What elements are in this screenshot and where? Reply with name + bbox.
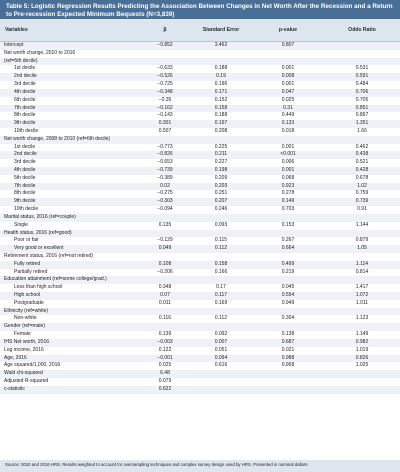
table-row bbox=[0, 308, 400, 316]
cell-p-value: 0.968 bbox=[252, 362, 324, 370]
table-row bbox=[0, 378, 400, 386]
cell-p-value bbox=[252, 276, 324, 284]
cell-odds-ratio: 1.144 bbox=[324, 222, 400, 230]
cell-odds-ratio bbox=[324, 323, 400, 331]
cell-standard-error: 0.246 bbox=[190, 206, 252, 214]
cell-odds-ratio: 0.91 bbox=[324, 206, 400, 214]
cell-p-value bbox=[252, 386, 324, 394]
cell-standard-error: 0.251 bbox=[190, 190, 252, 198]
cell-variable: 9th decile bbox=[0, 120, 140, 128]
cell-standard-error bbox=[190, 136, 252, 144]
cell-odds-ratio: 0.484 bbox=[324, 81, 400, 89]
cell-beta: −0.206 bbox=[140, 269, 190, 277]
cell-beta: −0.001 bbox=[140, 355, 190, 363]
cell-p-value: 0.449 bbox=[252, 112, 324, 120]
header-row bbox=[0, 19, 400, 42]
cell-variable: 7th decile bbox=[0, 105, 140, 113]
cell-standard-error: 0.211 bbox=[190, 151, 252, 159]
cell-p-value: 0.304 bbox=[252, 315, 324, 323]
cell-beta: −0.348 bbox=[140, 89, 190, 97]
cell-standard-error bbox=[190, 214, 252, 222]
table-row bbox=[0, 284, 400, 292]
cell-p-value bbox=[252, 214, 324, 222]
cell-odds-ratio: 0.706 bbox=[324, 89, 400, 97]
table-row bbox=[0, 120, 400, 128]
cell-p-value bbox=[252, 253, 324, 261]
cell-variable: Net worth change, 2010 to 2016 bbox=[0, 50, 140, 58]
table-row bbox=[0, 237, 400, 245]
cell-variable: Postgraduate bbox=[0, 300, 140, 308]
cell-p-value: 0.664 bbox=[252, 245, 324, 253]
regression-table bbox=[0, 19, 400, 394]
cell-variable: 9th decile bbox=[0, 198, 140, 206]
table-row bbox=[0, 253, 400, 261]
cell-standard-error: 0.616 bbox=[190, 362, 252, 370]
table-row bbox=[0, 315, 400, 323]
cell-standard-error: 0.093 bbox=[190, 222, 252, 230]
cell-standard-error: 0.227 bbox=[190, 159, 252, 167]
cell-odds-ratio: 0.867 bbox=[324, 112, 400, 120]
cell-standard-error: 0.112 bbox=[190, 315, 252, 323]
cell-odds-ratio: 0.678 bbox=[324, 175, 400, 183]
cell-variable: Retirement status, 2016 (ref=not retired) bbox=[0, 253, 140, 261]
cell-p-value: 0.687 bbox=[252, 339, 324, 347]
cell-beta: −0.389 bbox=[140, 175, 190, 183]
cell-beta bbox=[140, 230, 190, 238]
cell-beta: −0.852 bbox=[140, 42, 190, 50]
cell-standard-error bbox=[190, 276, 252, 284]
cell-variable: Education attainment (ref=some college/grad.) bbox=[0, 276, 140, 284]
cell-odds-ratio: 0.814 bbox=[324, 269, 400, 277]
cell-variable: Health status, 2016 (ref=good) bbox=[0, 230, 140, 238]
cell-variable: Wald chi-squared bbox=[0, 370, 140, 378]
cell-standard-error: 0.092 bbox=[190, 331, 252, 339]
table-row bbox=[0, 370, 400, 378]
cell-beta: 0.079 bbox=[140, 378, 190, 386]
table-row bbox=[0, 42, 400, 50]
table-row bbox=[0, 151, 400, 159]
cell-variable: Intercept bbox=[0, 42, 140, 50]
cell-variable: Very good or excellent bbox=[0, 245, 140, 253]
cell-standard-error: 0.207 bbox=[190, 198, 252, 206]
cell-odds-ratio: 1.025 bbox=[324, 362, 400, 370]
cell-beta: −0.275 bbox=[140, 190, 190, 198]
table-row bbox=[0, 190, 400, 198]
table-caption: Logistic Regression Results Predicting the Association Between Changes in Net Worth After the Recession and a Return to Pre-recession Expected Minimum Bequests (N=3,839) bbox=[6, 3, 393, 18]
table-row bbox=[0, 89, 400, 97]
cell-p-value: 0.001 bbox=[252, 167, 324, 175]
cell-odds-ratio: 1.123 bbox=[324, 315, 400, 323]
cell-standard-error bbox=[190, 230, 252, 238]
cell-variable: 7th decile bbox=[0, 183, 140, 191]
cell-odds-ratio: 0.826 bbox=[324, 355, 400, 363]
cell-p-value bbox=[252, 378, 324, 386]
cell-beta: 0.02 bbox=[140, 183, 190, 191]
cell-standard-error bbox=[190, 58, 252, 66]
cell-odds-ratio: 0.462 bbox=[324, 144, 400, 152]
cell-odds-ratio: 1.02 bbox=[324, 183, 400, 191]
cell-p-value: 0.001 bbox=[252, 81, 324, 89]
table-row bbox=[0, 339, 400, 347]
cell-standard-error: 0.188 bbox=[190, 65, 252, 73]
cell-beta bbox=[140, 58, 190, 66]
cell-p-value: 0.001 bbox=[252, 144, 324, 152]
cell-standard-error: 0.196 bbox=[190, 81, 252, 89]
cell-beta: 0.301 bbox=[140, 120, 190, 128]
cell-beta: −0.653 bbox=[140, 159, 190, 167]
table-title bbox=[0, 0, 400, 19]
cell-odds-ratio: 1.149 bbox=[324, 331, 400, 339]
cell-odds-ratio bbox=[324, 50, 400, 58]
cell-p-value: 0.499 bbox=[252, 261, 324, 269]
cell-variable: Adjusted R-squared bbox=[0, 378, 140, 386]
cell-odds-ratio: 0.879 bbox=[324, 237, 400, 245]
cell-standard-error: 0.225 bbox=[190, 144, 252, 152]
cell-odds-ratio: 1.417 bbox=[324, 284, 400, 292]
header-odds-ratio: Odds Ratio bbox=[324, 19, 400, 42]
table-row bbox=[0, 347, 400, 355]
cell-beta bbox=[140, 214, 190, 222]
cell-odds-ratio: 0.438 bbox=[324, 151, 400, 159]
cell-variable: Single bbox=[0, 222, 140, 230]
cell-standard-error bbox=[190, 378, 252, 386]
source-note: Source: 2010 and 2016 HRS. Results weighted to account for oversampling techniques and complex survey design used by HRS. Presented in nominal dollars. bbox=[0, 460, 400, 472]
cell-variable: Non-white bbox=[0, 315, 140, 323]
cell-beta: 0.348 bbox=[140, 284, 190, 292]
cell-variable: 8th decile bbox=[0, 190, 140, 198]
cell-variable: 6th decile bbox=[0, 97, 140, 105]
cell-beta: 0.049 bbox=[140, 245, 190, 253]
table-row bbox=[0, 276, 400, 284]
cell-beta: 0.07 bbox=[140, 292, 190, 300]
header-standard-error: Standard Error bbox=[190, 19, 252, 42]
cell-odds-ratio: 0.591 bbox=[324, 73, 400, 81]
cell-beta bbox=[140, 308, 190, 316]
table-row bbox=[0, 331, 400, 339]
cell-variable: 2nd decile bbox=[0, 151, 140, 159]
table-row bbox=[0, 230, 400, 238]
cell-odds-ratio bbox=[324, 370, 400, 378]
cell-p-value: 0.949 bbox=[252, 300, 324, 308]
table-row bbox=[0, 245, 400, 253]
cell-odds-ratio bbox=[324, 276, 400, 284]
cell-beta: 0.622 bbox=[140, 386, 190, 394]
cell-standard-error: 0.197 bbox=[190, 120, 252, 128]
cell-odds-ratio bbox=[324, 214, 400, 222]
cell-p-value bbox=[252, 370, 324, 378]
cell-standard-error: 0.17 bbox=[190, 284, 252, 292]
table-row bbox=[0, 323, 400, 331]
cell-variable: Less than high school bbox=[0, 284, 140, 292]
cell-variable: Ethnicity (ref=white) bbox=[0, 308, 140, 316]
table-row bbox=[0, 300, 400, 308]
cell-variable: Age squared/1,000, 2016 bbox=[0, 362, 140, 370]
table-row bbox=[0, 222, 400, 230]
cell-beta: 6.48 bbox=[140, 370, 190, 378]
cell-standard-error: 0.117 bbox=[190, 292, 252, 300]
cell-standard-error: 0.094 bbox=[190, 355, 252, 363]
table-row bbox=[0, 128, 400, 136]
cell-beta: −0.526 bbox=[140, 73, 190, 81]
cell-variable: Female bbox=[0, 331, 140, 339]
cell-p-value: 0.267 bbox=[252, 237, 324, 245]
cell-variable: 10th decile bbox=[0, 206, 140, 214]
table-row bbox=[0, 198, 400, 206]
cell-standard-error: 0.152 bbox=[190, 97, 252, 105]
cell-standard-error: 0.169 bbox=[190, 300, 252, 308]
cell-beta: −0.773 bbox=[140, 144, 190, 152]
cell-beta: −0.35 bbox=[140, 97, 190, 105]
cell-beta: 0.011 bbox=[140, 300, 190, 308]
cell-variable: 3rd decile bbox=[0, 159, 140, 167]
cell-odds-ratio bbox=[324, 386, 400, 394]
cell-variable: Log income, 2016 bbox=[0, 347, 140, 355]
cell-standard-error: 0.158 bbox=[190, 105, 252, 113]
cell-variable: Gender (ref=male) bbox=[0, 323, 140, 331]
table-row bbox=[0, 206, 400, 214]
table-row bbox=[0, 50, 400, 58]
cell-standard-error bbox=[190, 386, 252, 394]
table-row bbox=[0, 112, 400, 120]
cell-odds-ratio bbox=[324, 42, 400, 50]
cell-odds-ratio: 0.531 bbox=[324, 65, 400, 73]
cell-odds-ratio: 0.428 bbox=[324, 167, 400, 175]
cell-standard-error: 0.171 bbox=[190, 89, 252, 97]
cell-variable: 2nd decile bbox=[0, 73, 140, 81]
cell-beta: −0.162 bbox=[140, 105, 190, 113]
cell-odds-ratio bbox=[324, 378, 400, 386]
cell-odds-ratio: 1.011 bbox=[324, 300, 400, 308]
cell-p-value bbox=[252, 50, 324, 58]
cell-beta bbox=[140, 276, 190, 284]
table-row bbox=[0, 292, 400, 300]
header-p-value: p-value bbox=[252, 19, 324, 42]
cell-p-value bbox=[252, 323, 324, 331]
cell-variable: Age, 2016 bbox=[0, 355, 140, 363]
cell-p-value: 0.219 bbox=[252, 269, 324, 277]
cell-beta: 0.025 bbox=[140, 362, 190, 370]
cell-p-value: 0.988 bbox=[252, 355, 324, 363]
table-number: Table 5: bbox=[6, 3, 30, 10]
cell-variable: Fully retired bbox=[0, 261, 140, 269]
cell-beta bbox=[140, 323, 190, 331]
cell-p-value: 0.138 bbox=[252, 331, 324, 339]
cell-beta bbox=[140, 136, 190, 144]
cell-p-value: 0.008 bbox=[252, 73, 324, 81]
cell-standard-error: 0.198 bbox=[190, 167, 252, 175]
cell-beta: 0.139 bbox=[140, 331, 190, 339]
cell-odds-ratio bbox=[324, 58, 400, 66]
cell-p-value: 0.31 bbox=[252, 105, 324, 113]
cell-odds-ratio bbox=[324, 308, 400, 316]
table-row bbox=[0, 144, 400, 152]
cell-variable: Marital status, 2016 (ref=couple) bbox=[0, 214, 140, 222]
cell-beta: −0.129 bbox=[140, 237, 190, 245]
cell-standard-error: 0.112 bbox=[190, 245, 252, 253]
cell-standard-error: 0.188 bbox=[190, 112, 252, 120]
table-row bbox=[0, 136, 400, 144]
header-beta: β bbox=[140, 19, 190, 42]
cell-standard-error: 0.158 bbox=[190, 261, 252, 269]
cell-odds-ratio bbox=[324, 136, 400, 144]
cell-p-value: 0.068 bbox=[252, 175, 324, 183]
cell-beta: −0.143 bbox=[140, 112, 190, 120]
cell-variable: 8th decile bbox=[0, 112, 140, 120]
table-row bbox=[0, 167, 400, 175]
cell-beta: 0.108 bbox=[140, 261, 190, 269]
cell-odds-ratio: 0.521 bbox=[324, 159, 400, 167]
cell-standard-error: 0.051 bbox=[190, 347, 252, 355]
cell-standard-error: 0.209 bbox=[190, 175, 252, 183]
cell-odds-ratio bbox=[324, 230, 400, 238]
cell-variable: 1st decile bbox=[0, 144, 140, 152]
table-row bbox=[0, 97, 400, 105]
table-row bbox=[0, 386, 400, 394]
cell-beta: −0.094 bbox=[140, 206, 190, 214]
cell-beta: −0.826 bbox=[140, 151, 190, 159]
cell-standard-error bbox=[190, 50, 252, 58]
table-body bbox=[0, 42, 400, 394]
cell-p-value: 0.018 bbox=[252, 128, 324, 136]
cell-variable: 10th decile bbox=[0, 128, 140, 136]
cell-p-value: 0.133 bbox=[252, 120, 324, 128]
header-variables: Variables bbox=[0, 19, 140, 42]
cell-p-value bbox=[252, 230, 324, 238]
table-row bbox=[0, 214, 400, 222]
cell-p-value bbox=[252, 58, 324, 66]
cell-standard-error bbox=[190, 253, 252, 261]
cell-odds-ratio: 1.114 bbox=[324, 261, 400, 269]
cell-odds-ratio: 0.851 bbox=[324, 105, 400, 113]
cell-p-value: 0.554 bbox=[252, 292, 324, 300]
cell-p-value: 0.001 bbox=[252, 65, 324, 73]
cell-variable: 4th decile bbox=[0, 89, 140, 97]
table-row bbox=[0, 105, 400, 113]
cell-p-value: 0.047 bbox=[252, 89, 324, 97]
cell-p-value: <0.001 bbox=[252, 151, 324, 159]
table-row bbox=[0, 81, 400, 89]
cell-p-value: 0.153 bbox=[252, 222, 324, 230]
cell-beta: 0.122 bbox=[140, 347, 190, 355]
table-row bbox=[0, 362, 400, 370]
cell-beta: −0.725 bbox=[140, 81, 190, 89]
cell-variable: 5th decile bbox=[0, 175, 140, 183]
cell-variable: c-statistic bbox=[0, 386, 140, 394]
cell-variable: 3rd decile bbox=[0, 81, 140, 89]
cell-variable: 1st decile bbox=[0, 65, 140, 73]
cell-p-value: 0.703 bbox=[252, 206, 324, 214]
cell-odds-ratio: 0.759 bbox=[324, 190, 400, 198]
cell-p-value: 0.025 bbox=[252, 97, 324, 105]
cell-odds-ratio: 1.05 bbox=[324, 245, 400, 253]
cell-odds-ratio bbox=[324, 253, 400, 261]
cell-standard-error: 0.19 bbox=[190, 73, 252, 81]
cell-odds-ratio: 0.739 bbox=[324, 198, 400, 206]
cell-beta: 0.135 bbox=[140, 222, 190, 230]
cell-variable: IHS Net worth, 2016 bbox=[0, 339, 140, 347]
cell-p-value: 0.045 bbox=[252, 284, 324, 292]
cell-p-value: 0.006 bbox=[252, 159, 324, 167]
cell-variable: Net worth change, 2008 to 2010 (ref=6th decile) bbox=[0, 136, 140, 144]
cell-p-value: 0.278 bbox=[252, 190, 324, 198]
table-row bbox=[0, 65, 400, 73]
cell-p-value: 0.923 bbox=[252, 183, 324, 191]
table-row bbox=[0, 355, 400, 363]
table-row bbox=[0, 159, 400, 167]
cell-odds-ratio: 1.66 bbox=[324, 128, 400, 136]
cell-standard-error: 3.462 bbox=[190, 42, 252, 50]
cell-beta: −0.303 bbox=[140, 198, 190, 206]
cell-beta: −0.739 bbox=[140, 167, 190, 175]
cell-beta: 0.116 bbox=[140, 315, 190, 323]
table-row bbox=[0, 175, 400, 183]
cell-standard-error: 0.115 bbox=[190, 237, 252, 245]
cell-beta: −0.003 bbox=[140, 339, 190, 347]
cell-odds-ratio: 0.705 bbox=[324, 97, 400, 105]
cell-beta bbox=[140, 50, 190, 58]
cell-beta: 0.507 bbox=[140, 128, 190, 136]
cell-p-value: 0.807 bbox=[252, 42, 324, 50]
cell-standard-error: 0.208 bbox=[190, 128, 252, 136]
cell-odds-ratio: 1.072 bbox=[324, 292, 400, 300]
cell-standard-error bbox=[190, 323, 252, 331]
cell-variable: (ref=5th decile) bbox=[0, 58, 140, 66]
table-row bbox=[0, 269, 400, 277]
cell-p-value: 0.149 bbox=[252, 198, 324, 206]
cell-variable: 4th decile bbox=[0, 167, 140, 175]
cell-beta: −0.633 bbox=[140, 65, 190, 73]
cell-variable: High school bbox=[0, 292, 140, 300]
cell-standard-error: 0.203 bbox=[190, 183, 252, 191]
table-row bbox=[0, 183, 400, 191]
table-row bbox=[0, 73, 400, 81]
cell-p-value bbox=[252, 136, 324, 144]
cell-p-value bbox=[252, 308, 324, 316]
cell-variable: Partially retired bbox=[0, 269, 140, 277]
table-row bbox=[0, 58, 400, 66]
cell-standard-error: 0.166 bbox=[190, 269, 252, 277]
cell-beta bbox=[140, 253, 190, 261]
cell-odds-ratio: 0.982 bbox=[324, 339, 400, 347]
cell-odds-ratio: 1.351 bbox=[324, 120, 400, 128]
cell-odds-ratio: 1.019 bbox=[324, 347, 400, 355]
cell-standard-error bbox=[190, 370, 252, 378]
cell-variable: Poor or fair bbox=[0, 237, 140, 245]
cell-standard-error: 0.007 bbox=[190, 339, 252, 347]
cell-standard-error bbox=[190, 308, 252, 316]
cell-p-value: 0.021 bbox=[252, 347, 324, 355]
table-row bbox=[0, 261, 400, 269]
